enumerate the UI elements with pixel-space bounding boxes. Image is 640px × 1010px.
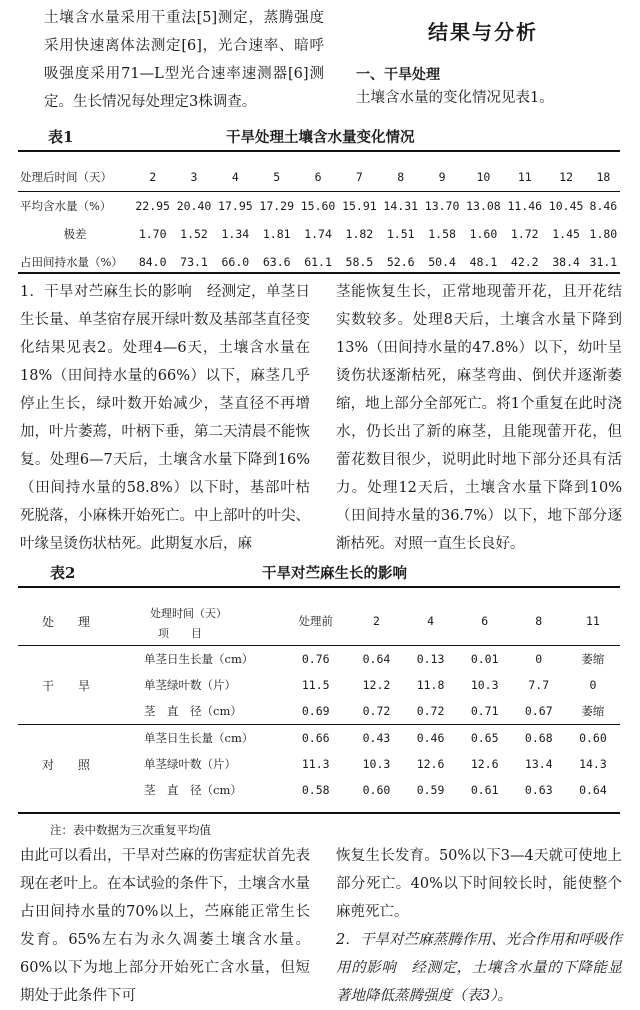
table2-cell: 0.64: [579, 783, 607, 797]
table1-day: 6: [314, 170, 322, 184]
table2-row: [18, 725, 620, 752]
table1-cell: 8.46: [589, 199, 618, 213]
table1-row-label: 平均含水量（%）: [20, 199, 112, 213]
section-heading: 结果与分析: [428, 20, 538, 44]
table2-item: 单茎日生长量（cm）: [114, 646, 282, 673]
table1-day: 3: [190, 170, 198, 184]
table1-day: 18: [596, 170, 611, 184]
bottom-left-paragraph: 由此可以看出，干旱对苎麻的伤害症状首先表现在老叶上。在本试验的条件下，土壤含水量占田间持水量的70%以上，苎麻能正常生长发育。65%左右为永久凋萎土壤含水量。60%以下为地上部分开始死亡含水量，但短期处于此条件下可: [20, 848, 310, 1004]
table1-cell: 17.29: [259, 199, 295, 213]
column1-paragraph: 1．干旱对苎麻生长的影响 经测定，单茎日生长量、单茎宿存展开绿叶数及基部茎直径变化结果见表2。处理4—6天，土壤含水量在18%（田间持水量的66%）以下，麻茎几乎停止生长，绿叶数开始减少，茎直径不再增加，叶片萎蔫，叶柄下垂，第二天清晨不能恢复。处理6—7天后，土壤含水量下降到16%（田间持水量的58.8%）以下时，基部叶枯死脱落，小麻株开始死亡。中上部叶的叶尖、叶缘呈烫伤状枯死。此期复水后，麻: [20, 284, 310, 552]
table1-day: 7: [355, 170, 363, 184]
table1-cell: 1.34: [221, 227, 250, 241]
table1-cell: 14.31: [383, 199, 419, 213]
table2-note: 注：表中数据为三次重复平均值: [50, 823, 211, 837]
table2-cell: 萎缩: [566, 646, 620, 673]
table1-cell: 11.46: [507, 199, 543, 213]
table1-cell: 1.80: [589, 227, 618, 241]
table1-row-label: 极差: [63, 227, 87, 241]
table1-cell: 63.6: [262, 255, 291, 269]
table2-cell: 0.76: [282, 646, 349, 673]
table2-header-group: 处 理: [41, 614, 90, 629]
table2-cell: 0.01: [458, 646, 512, 673]
table2-label: 表2: [50, 564, 76, 582]
table1-cell: 1.81: [262, 227, 291, 241]
table1-day: 11: [517, 170, 532, 184]
table1-day: 5: [273, 170, 281, 184]
table1-cell: 13.08: [466, 199, 501, 213]
table1-cell: 48.1: [469, 255, 498, 269]
table1-cell: 1.70: [138, 227, 167, 241]
table2-cell: 0.63: [524, 783, 553, 797]
table2-cell: 0.72: [416, 704, 445, 718]
table1-cell: 22.95: [135, 199, 170, 213]
table1-row-moisture: [18, 192, 620, 221]
table2-title: 干旱对苎麻生长的影响: [262, 565, 407, 582]
table2-cell: 0.65: [458, 725, 512, 752]
table1-cell: 42.2: [510, 255, 539, 269]
table2-bottom-rule: [18, 812, 620, 814]
table1-cell: 31.1: [589, 255, 618, 269]
table2-group-drought: 干 旱: [18, 646, 114, 725]
table2-item: 单茎绿叶数（片）: [144, 757, 236, 771]
table2-item: 茎 直 径（cm）: [144, 783, 242, 797]
table2-cell: 10.3: [470, 678, 499, 692]
table2-cell: 11.5: [301, 678, 330, 692]
table2-cell: 0.72: [362, 704, 391, 718]
table2-row: [18, 646, 620, 673]
table1-row-label: 占田间持水量（%）: [20, 255, 123, 269]
table1-bottom-rule: [18, 272, 620, 274]
table1-day: 9: [438, 170, 446, 184]
table1-top-rule: [18, 150, 620, 152]
table2-cell: 0.60: [566, 725, 620, 752]
table1-cell: 58.5: [345, 255, 374, 269]
table1-header-label: 处理后时间（天）: [20, 170, 112, 184]
table2-cell: 14.3: [579, 757, 607, 771]
table1-cell: 20.40: [176, 199, 212, 213]
table2-item: 茎 直 径（cm）: [144, 704, 242, 718]
table1-cell: 1.60: [469, 227, 498, 241]
table1-cell: 1.74: [304, 227, 332, 241]
table1-row-range: [18, 220, 620, 248]
table2-cell: 7.7: [528, 678, 550, 692]
table1-cell: 38.4: [552, 255, 580, 269]
table1-day: 4: [231, 170, 239, 184]
table1-cell: 61.1: [304, 255, 332, 269]
table2-header-col: 8: [535, 614, 543, 628]
table2-cell: 0.59: [416, 783, 445, 797]
table2-header-row: [18, 597, 620, 646]
table1-cell: 10.45: [548, 199, 584, 213]
table1-cell: 15.91: [342, 199, 377, 213]
table1-cell: 73.1: [180, 255, 208, 269]
table1-cell: 1.51: [386, 227, 415, 241]
table1-title: 干旱处理土壤含水量变化情况: [226, 129, 415, 146]
table1-day: 2: [149, 170, 157, 184]
table1-cell: 17.95: [218, 199, 253, 213]
table2-top-rule: [18, 586, 620, 588]
table2-header-col: 4: [427, 614, 435, 628]
table2-header-diagonal: [114, 597, 282, 646]
table1-cell: 1.72: [510, 227, 539, 241]
table2-cell: 10.3: [362, 757, 391, 771]
table2-cell: 12.2: [362, 678, 391, 692]
table2-cell: 12.6: [470, 757, 499, 771]
table2-cell: 0.69: [301, 704, 330, 718]
table1-cell: 66.0: [221, 255, 250, 269]
table2-cell: 0.64: [349, 646, 403, 673]
table2-cell: 0.61: [470, 783, 499, 797]
table1-cell: 84.0: [138, 255, 167, 269]
table1-day: 8: [397, 170, 405, 184]
table2-header-col: 处理前: [298, 614, 333, 628]
column2-paragraph: 茎能恢复生长，正常地现蕾开花，且开花结实数较多。处理8天后，土壤含水量下降到13%（田间持水量的47.8%）以下，幼叶呈烫伤状逐渐枯死，麻茎弯曲、倒伏并逐渐萎缩，地上部分全部死亡。将1个重复在此时浇水，仍长出了新的麻茎，且能现蕾开花，但蕾花数目很少，说明此时地下部分还具有活力。处理12天后，土壤含水量下降到10%（田间持水量的36.7%）以下，地下部分逐渐枯死。对照一直生长良好。: [336, 284, 622, 552]
table2-cell: 0.67: [524, 704, 553, 718]
table2-cell: 0.43: [349, 725, 403, 752]
table1-cell: 15.60: [300, 199, 336, 213]
table2-cell: 12.6: [416, 757, 445, 771]
table1-cell: 13.70: [424, 199, 460, 213]
table2-cell: 13.4: [524, 757, 553, 771]
table2: [18, 597, 620, 803]
table2-cell: 0: [589, 678, 597, 692]
table1-day: 10: [476, 170, 491, 184]
table2-header-time: 处理时间（天）: [150, 607, 227, 620]
table1-cell: 1.58: [428, 227, 456, 241]
table2-header-item: 项 目: [158, 627, 202, 640]
table1-label: 表1: [48, 128, 74, 146]
table2-cell: 0.58: [301, 783, 330, 797]
table2-header-col: 11: [585, 614, 600, 628]
table2-cell: 0.68: [512, 725, 566, 752]
table2-header-col: 6: [481, 614, 489, 628]
table1-header-row: [18, 163, 620, 192]
table2-item: 单茎日生长量（cm）: [114, 725, 282, 752]
table2-header-col: 2: [372, 614, 380, 628]
table2-cell: 0.66: [282, 725, 349, 752]
subsection-paragraph: 土壤含水量的变化情况见表1。: [356, 90, 554, 106]
table1-cell: 52.6: [386, 255, 415, 269]
table1-day: 12: [559, 170, 574, 184]
table2-item: 单茎绿叶数（片）: [144, 678, 236, 692]
subsection-heading: 一、干旱处理: [356, 67, 440, 83]
table2-cell: 0.71: [470, 704, 499, 718]
table2-cell: 0.13: [404, 646, 458, 673]
table1: [18, 163, 620, 276]
table1-cell: 1.45: [552, 227, 580, 241]
table2-group-control: 对 照: [18, 725, 114, 804]
table2-cell: 0.46: [404, 725, 458, 752]
table1-cell: 1.52: [180, 227, 208, 241]
table1-cell: 1.82: [345, 227, 374, 241]
intro-paragraph: 土壤含水量采用干重法[5]测定，蒸腾强度采用快速离体法测定[6]，光合速率、暗呼吸强度采用71—L型光合速率速测器[6]测定。生长情况每处理定3株调查。: [44, 10, 324, 110]
table1-cell: 50.4: [428, 255, 456, 269]
table2-cell: 11.3: [301, 757, 330, 771]
table2-cell: 0.60: [362, 783, 391, 797]
table2-cell: 11.8: [416, 678, 445, 692]
table2-cell: 0: [512, 646, 566, 673]
bottom-right-paragraph-2: 2．干旱对苎麻蒸腾作用、光合作用和呼吸作用的影响 经测定，土壤含水量的下降能显著地降低蒸腾强度（表3）。: [336, 932, 622, 1004]
bottom-right-paragraph: 恢复生长发育。50%以下3—4天就可使地上部分死亡。40%以下时间较长时，能使整个麻蔸死亡。: [336, 848, 622, 920]
table2-cell: 萎缩: [581, 704, 605, 718]
